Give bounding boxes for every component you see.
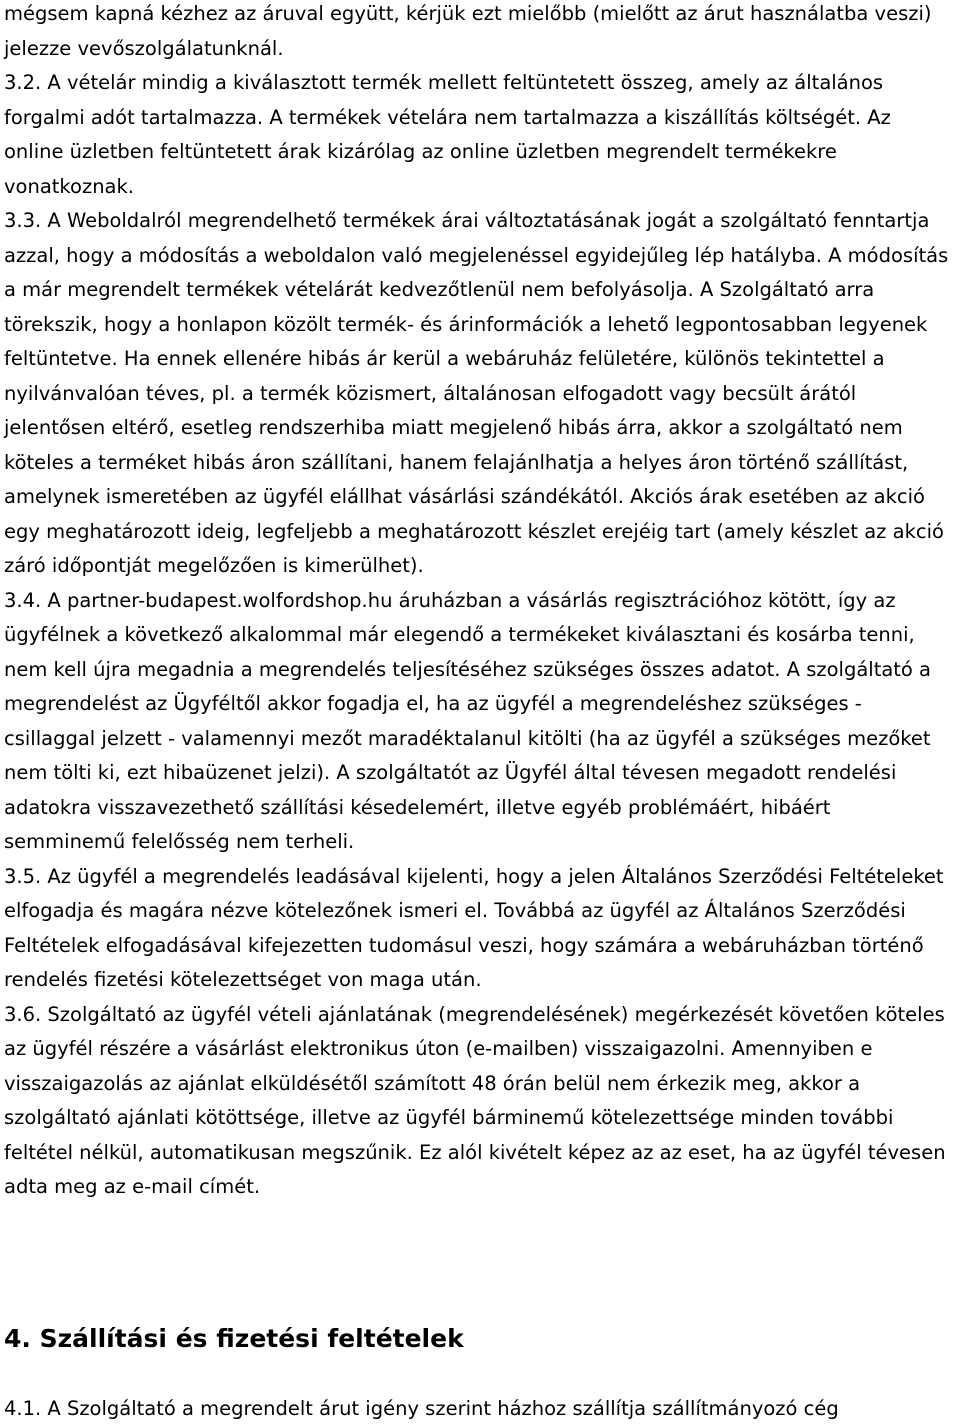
section-heading: 4. Szállítási és fizetési feltételek (4, 1324, 464, 1353)
paragraph-3-1-continuation: mégsem kapná kézhez az áruval együtt, kérjük ezt mielőbb (mielőtt az árut használatba veszi) jelezze vevőszolgálatunknál. (4, 2, 932, 60)
paragraph-3-2: 3.2. A vételár mindig a kiválasztott termék mellett feltüntetett összeg, amely az általános forgalmi adót tartalmazza. A termékek vételára nem tartalmazza a kiszállítás költségét. Az online üzletben feltüntetett árak kizárólag az online üzletben megrendelt termékekre vonatkoznak. (4, 71, 891, 198)
paragraph-3-5: 3.5. Az ügyfél a megrendelés leadásával kijelenti, hogy a jelen Általános Szerződési Feltételeket elfogadja és magára nézve kötelezőnek ismeri el. Továbbá az ügyfél az Általános Szerződési Feltételek elfogadásával kifejezetten tudomásul veszi, hogy számára a webáruházban történő rendelés fizetési kötelezettséget von maga után. (4, 864, 944, 991)
paragraph-3-6: 3.6. Szolgáltató az ügyfél vételi ajánlatának (megrendelésének) megérkezését követően köteles az ügyfél részére a vásárlást elektronikus úton (e-mailben) visszaigazolni. Amennyiben e visszaigazolás az ajánlat elküldésétől számított 48 órán belül nem érkezik meg, akkor a szolgáltató ajánlati kötöttsége, illetve az ügyfél bárminemű kötelezettsége minden további feltétel nélkül, automatikusan megszűnik. Ez alól kivételt képez az az eset, ha az ügyfél tévesen adta meg az e-mail címét. (4, 1002, 946, 1198)
paragraph-3-3: 3.3. A Weboldalról megrendelhető termékek árai változtatásának jogát a szolgáltató fenntartja azzal, hogy a módosítás a weboldalon való megjelenéssel egyidejűleg lép hatályba. A módosítás a már megrendelt termékek vételárát kedvezőtlenül nem befolyásolja. A Szolgáltató arra törekszik, hogy a honlapon közölt termék- és árinformációk a lehető legpontosabban legyenek feltüntetve. Ha ennek ellenére hibás ár kerül a webáruház felületére, különös tekintettel a nyilvánvalóan téves, pl. a termék közismert, általánosan elfogadott vagy becsült árától jelentősen eltérő, esetleg rendszerhiba miatt megjelenő hibás árra, akkor a szolgáltató nem köteles a terméket hibás áron szállítani, hanem felajánlhatja a helyes áron történő szállítást, amelynek ismeretében az ügyfél elállhat vásárlási szándékától. Akciós árak esetében az akció egy meghatározott ideig, legfeljebb a meghatározott készlet erejéig tart (amely készlet az akció záró időpontját megelőzően is kimerülhet). (4, 209, 949, 577)
paragraph-4-1: 4.1. A Szolgáltató a megrendelt árut igény szerint házhoz szállítja szállítmányozó cég (4, 1397, 839, 1420)
paragraph-3-4: 3.4. A partner-budapest.wolfordshop.hu áruházban a vásárlás regisztrációhoz kötött, így az ügyfélnek a következő alkalommal már elegendő a termékeket kiválasztani és kosárba tenni, nem kell újra megadnia a megrendelés teljesítéséhez szükséges összes adatot. A szolgáltató a megrendelést az Ügyféltől akkor fogadja el, ha az ügyfél a megrendeléshez szükséges - csillaggal jelzett - valamennyi mezőt maradéktalanul kitölti (ha az ügyfél a szükséges mezőket nem tölti ki, ezt hibaüzenet jelzi). A szolgáltatót az Ügyfél által tévesen megadott rendelési adatokra visszavezethető szállítási késedelemért, illetve egyéb problémáért, hibáért semminemű felelősség nem terheli. (4, 588, 932, 853)
document-page (4, 0, 956, 1420)
